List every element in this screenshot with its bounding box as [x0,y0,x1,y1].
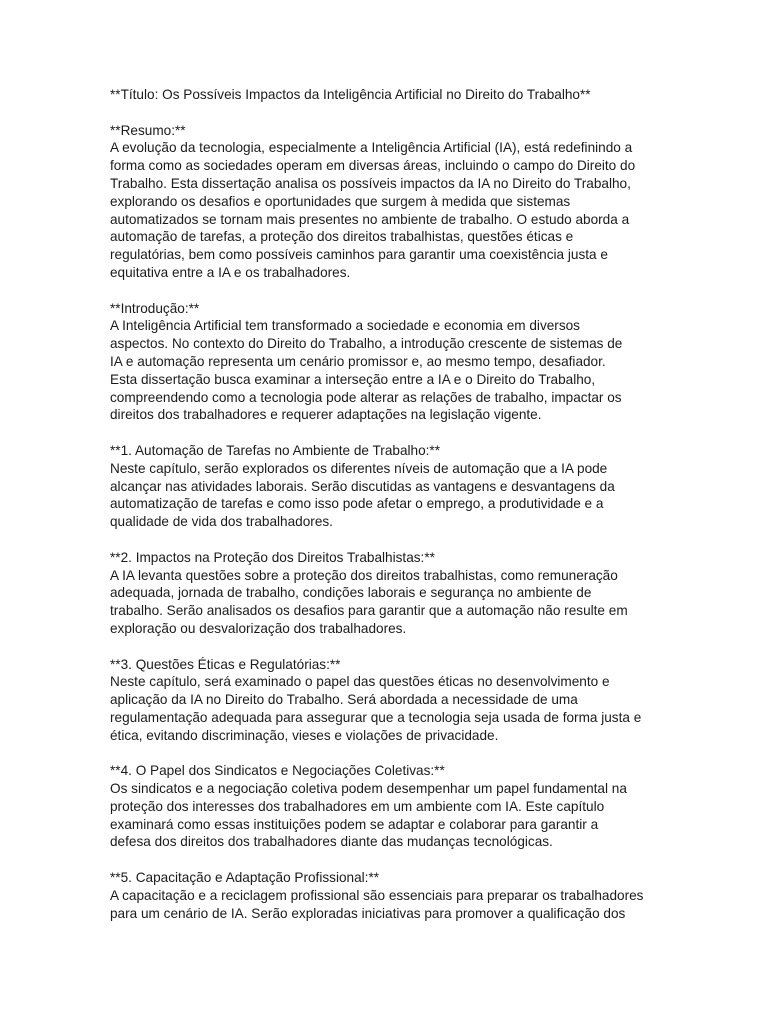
section-2 [110,549,662,638]
document-page [110,86,662,922]
section-heading: **Introdução:** [110,300,200,316]
section-3 [110,656,662,745]
section-5 [110,869,662,922]
section-body: A capacitação e a reciclagem profissional são essenciais para preparar os trabalhadores para um cenário de IA. Serão exploradas iniciativas para promover a qualificação dos [110,887,644,921]
section-heading: **1. Automação de Tarefas no Ambiente de Trabalho:** [110,442,440,458]
section-heading: **Resumo:** [110,122,186,138]
section-resumo [110,122,662,282]
document-title: **Título: Os Possíveis Impactos da Inteligência Artificial no Direito do Trabalho** [110,87,591,102]
section-body: Neste capítulo, será examinado o papel das questões éticas no desenvolvimento e aplicação da IA no Direito do Trabalho. Será abordada a necessidade de uma regulamentação adequada para assegurar que a tecnologia seja usada de forma justa e ética, evitando discriminação, vieses e violações de privacidade. [110,674,642,743]
section-heading: **2. Impactos na Proteção dos Direitos Trabalhistas:** [110,549,435,565]
section-heading: **5. Capacitação e Adaptação Profissional:** [110,870,380,886]
section-4 [110,762,662,851]
section-body: Neste capítulo, serão explorados os diferentes níveis de automação que a IA pode alcançar nas atividades laborais. Serão discutidas as vantagens e desvantagens da automatização de tarefas e como isso pode afetar o emprego, a produtividade e a qualidade de vida dos trabalhadores. [110,460,615,530]
section-heading: **3. Questões Éticas e Regulatórias:** [110,656,341,672]
section-body: A evolução da tecnologia, especialmente a Inteligência Artificial (IA), está redefinindo a forma como as sociedades operam em diversas áreas, incluindo o campo do Direito do Trabalho. Esta dissertação analisa os possíveis impactos da IA no Direito do Trabalho, explorando os desafios e oportunidades que surgem à medida que sistemas automatizados se tornam mais presentes no ambiente de trabalho. O estudo aborda a automação de tarefas, a proteção dos direitos trabalhistas, questões éticas e regulatórias, bem como possíveis caminhos para garantir uma coexistência justa e equitativa entre a IA e os trabalhadores. [110,140,636,280]
section-heading: **4. O Papel dos Sindicatos e Negociações Coletivas:** [110,763,445,779]
section-body: Os sindicatos e a negociação coletiva podem desempenhar um papel fundamental na proteção dos interesses dos trabalhadores em um ambiente com IA. Este capítulo examinará como essas instituições podem se adaptar e colaborar para garantir a defesa dos direitos dos trabalhadores diante das mudanças tecnológicas. [110,781,627,850]
section-body: A IA levanta questões sobre a proteção dos direitos trabalhistas, como remuneração adequada, jornada de trabalho, condições laborais e segurança no ambiente de trabalho. Serão analisados os desafios para garantir que a automação não resulte em exploração ou desvalorização dos trabalhadores. [110,567,628,636]
section-1 [110,442,662,531]
section-body: A Inteligência Artificial tem transformado a sociedade e economia em diversos aspectos. No contexto do Direito do Trabalho, a introdução crescente de sistemas de IA e automação representa um cenário promissor e, ao mesmo tempo, desafiador. Esta dissertação busca examinar a interseção entre a IA e o Direito do Trabalho, compreendendo como a tecnologia pode alterar as relações de trabalho, impactar os direitos dos trabalhadores e requerer adaptações na legislação vigente. [110,318,623,423]
section-introducao [110,300,662,425]
